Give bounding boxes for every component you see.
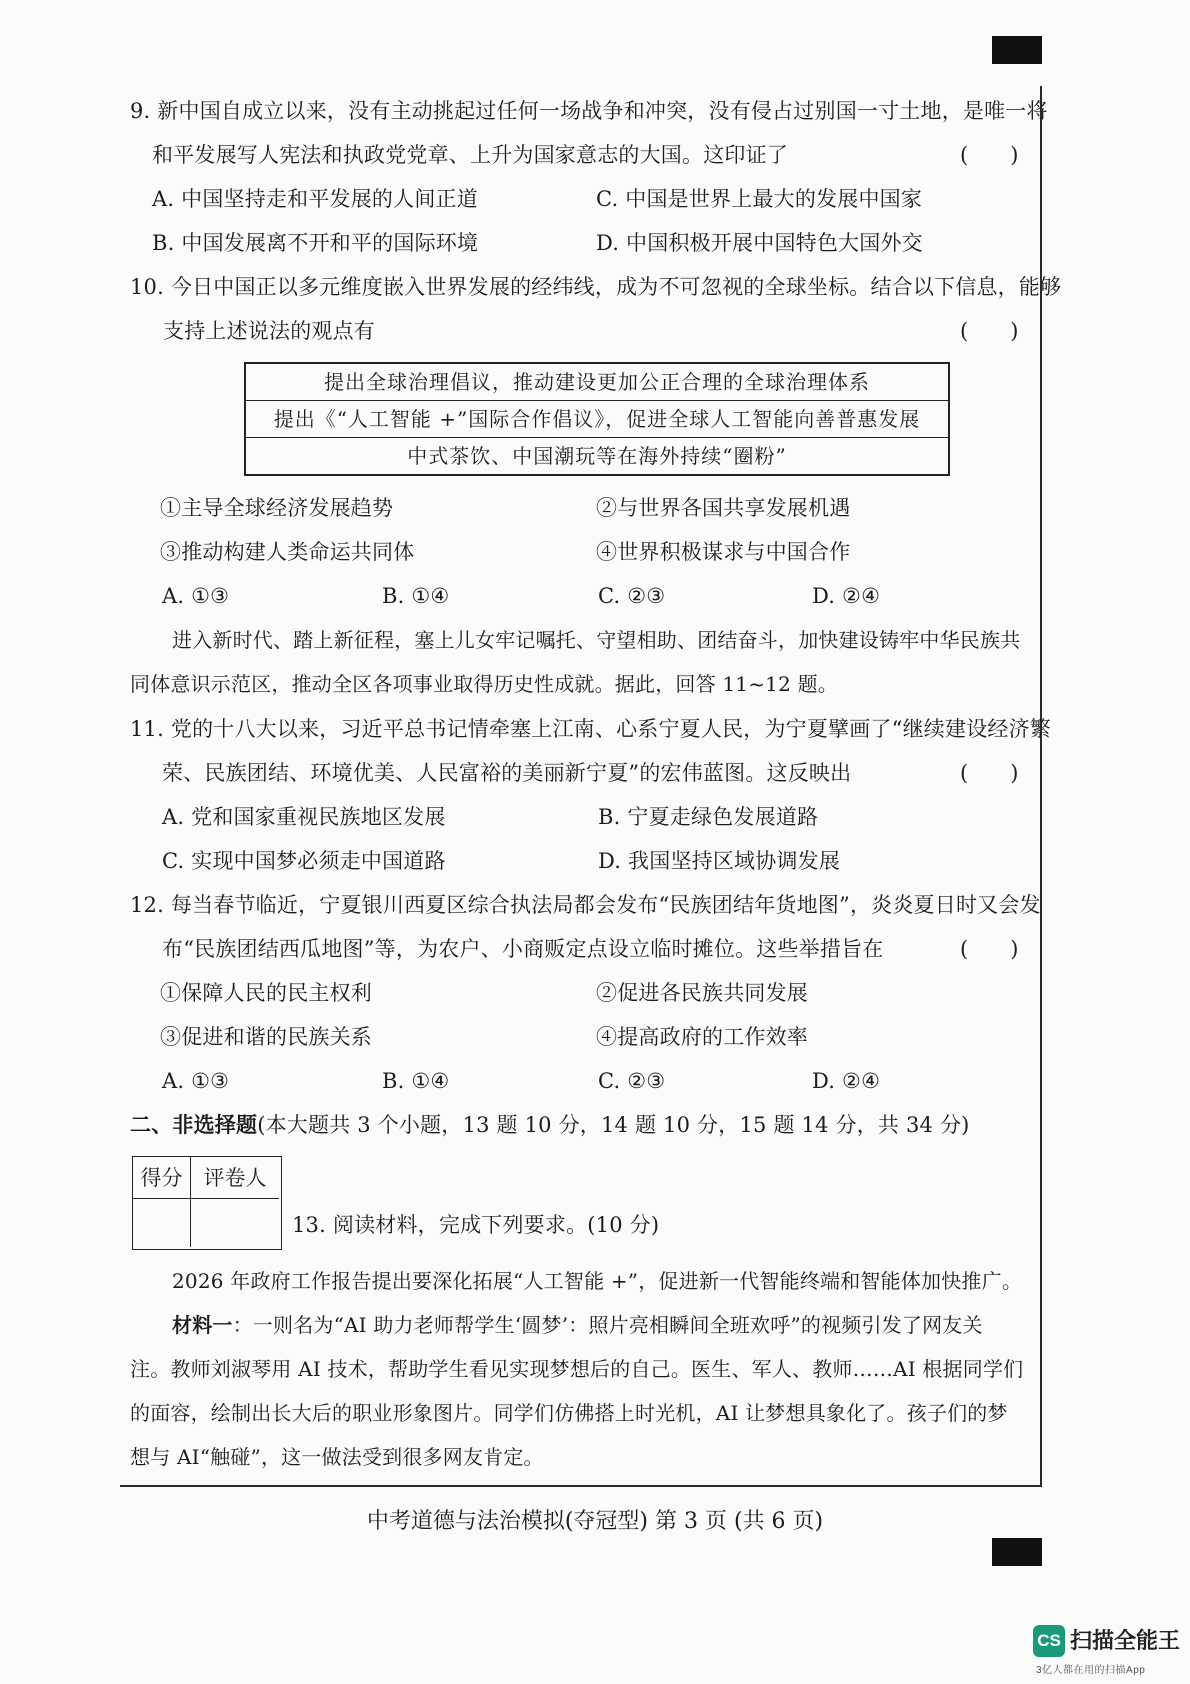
q11-stem-line2: 荣、民族团结、环境优美、人民富裕的美丽新宁夏”的宏伟蓝图。这反映出	[162, 761, 852, 785]
q12-statement-1: ①保障人民的民主权利	[160, 981, 372, 1005]
page-frame-bottom	[120, 1485, 1042, 1487]
q10-info-row: 提出《“人工智能 +”国际合作倡议》，促进全球人工智能向善普惠发展	[246, 401, 948, 438]
q13-material1-text: ：一则名为“AI 助力老师帮学生‘圆梦’：照片亮相瞬间全班欢呼”的视频引发了网友关	[232, 1313, 983, 1337]
q13-intro: 2026 年政府工作报告提出要深化拓展“人工智能 +”，促进新一代智能终端和智能体加快推广。	[172, 1269, 1023, 1293]
score-header: 得分	[133, 1157, 191, 1199]
q13-material1-line3: 的面容，绘制出长大后的职业形象图片。同学们仿佛搭上时光机，AI 让梦想具象化了。孩子们的梦	[130, 1401, 1008, 1425]
q12-statement-3: ③促进和谐的民族关系	[160, 1025, 372, 1049]
q12-answer-bracket: ( )	[960, 937, 1019, 961]
q10-stem-line2: 支持上述说法的观点有	[163, 319, 375, 343]
q10-answer-bracket: ( )	[960, 319, 1019, 343]
q12-statement-4: ④提高政府的工作效率	[596, 1025, 808, 1049]
q10-option-a: A. ①③	[162, 584, 230, 608]
q10-option-c: C. ②③	[598, 584, 666, 608]
q10-option-b: B. ①④	[382, 584, 450, 608]
section2-note: (本大题共 3 个小题，13 题 10 分，14 题 10 分，15 题 14 分，共 34 分)	[257, 1113, 970, 1137]
q13-material1-line4: 想与 AI“触碰”，这一做法受到很多网友肯定。	[130, 1445, 544, 1469]
q10-stem-line1: 10. 今日中国正以多元维度嵌入世界发展的经纬线，成为不可忽视的全球坐标。结合以下信息，能够	[130, 275, 1062, 299]
q9-answer-bracket: ( )	[960, 143, 1019, 167]
q12-stem-line1: 12. 每当春节临近，宁夏银川西夏区综合执法局都会发布“民族团结年货地图”，炎炎夏日时又会发	[130, 893, 1041, 917]
q11-stem-line1: 11. 党的十八大以来，习近平总书记情牵塞上江南、心系宁夏人民，为宁夏擘画了“继续建设经济繁	[130, 717, 1052, 741]
grader-header: 评卷人	[191, 1157, 279, 1199]
q11-option-d: D. 我国坚持区域协调发展	[598, 849, 841, 873]
q10-statement-1: ①主导全球经济发展趋势	[160, 496, 394, 520]
q9-option-a: A. 中国坚持走和平发展的人间正道	[152, 187, 478, 211]
q10-statement-3: ③推动构建人类命运共同体	[160, 540, 415, 564]
q12-option-c: C. ②③	[598, 1069, 666, 1093]
q12-statement-2: ②促进各民族共同发展	[596, 981, 808, 1005]
section2-title: 二、非选择题	[130, 1112, 258, 1137]
score-cell	[133, 1199, 191, 1247]
q10-info-row: 中式茶饮、中国潮玩等在海外持续“圈粉”	[407, 444, 787, 468]
q11-answer-bracket: ( )	[960, 761, 1019, 785]
q13-material1-line2: 注。教师刘淑琴用 AI 技术，帮助学生看见实现梦想后的自己。医生、军人、教师……AI 根据同学们	[130, 1357, 1024, 1381]
q11-12-intro-line2: 同体意识示范区，推动全区各项事业取得历史性成就。据此，回答 11~12 题。	[130, 672, 838, 696]
q11-option-b: B. 宁夏走绿色发展道路	[598, 805, 819, 829]
camscanner-tagline: 3亿人都在用的扫描App	[1036, 1665, 1146, 1676]
q10-statement-4: ④世界积极谋求与中国合作	[596, 540, 851, 564]
page-footer: 中考道德与法治模拟(夺冠型) 第 3 页 (共 6 页)	[366, 1509, 824, 1534]
section2-heading	[130, 1110, 970, 1140]
q13-material1-label: 材料一	[172, 1313, 233, 1337]
q13-stem: 13. 阅读材料，完成下列要求。(10 分)	[292, 1213, 660, 1237]
q10-info-row: 提出全球治理倡议，推动建设更加公正合理的全球治理体系	[246, 364, 948, 401]
q12-option-a: A. ①③	[162, 1069, 230, 1093]
registration-mark-bottom	[992, 1538, 1042, 1566]
q9-option-d: D. 中国积极开展中国特色大国外交	[596, 231, 923, 255]
q11-12-intro-line1: 进入新时代、踏上新征程，塞上儿女牢记嘱托、守望相助、团结奋斗，加快建设铸牢中华民族共	[172, 628, 1021, 652]
q11-option-a: A. 党和国家重视民族地区发展	[162, 805, 446, 829]
grader-cell	[191, 1199, 279, 1247]
q11-option-c: C. 实现中国梦必须走中国道路	[162, 849, 446, 873]
q10-option-d: D. ②④	[812, 584, 881, 608]
camscanner-name: 扫描全能王	[1070, 1628, 1181, 1653]
score-table	[132, 1156, 282, 1250]
q12-option-b: B. ①④	[382, 1069, 450, 1093]
q9-option-c: C. 中国是世界上最大的发展中国家	[596, 187, 923, 211]
q9-option-b: B. 中国发展离不开和平的国际环境	[152, 231, 479, 255]
registration-mark-top	[992, 36, 1042, 64]
camscanner-logo-icon: CS	[1033, 1625, 1065, 1657]
q12-option-d: D. ②④	[812, 1069, 881, 1093]
q12-stem-line2: 布“民族团结西瓜地图”等，为农户、小商贩定点设立临时摊位。这些举措旨在	[162, 937, 884, 961]
q10-info-table	[244, 362, 950, 476]
q9-stem-line1: 9. 新中国自成立以来，没有主动挑起过任何一场战争和冲突，没有侵占过别国一寸土地，是唯一将	[130, 99, 1048, 123]
q9-stem-line2: 和平发展写人宪法和执政党党章、上升为国家意志的大国。这印证了	[152, 143, 788, 167]
q13-material1-line1	[172, 1310, 983, 1340]
q10-statement-2: ②与世界各国共享发展机遇	[596, 496, 851, 520]
